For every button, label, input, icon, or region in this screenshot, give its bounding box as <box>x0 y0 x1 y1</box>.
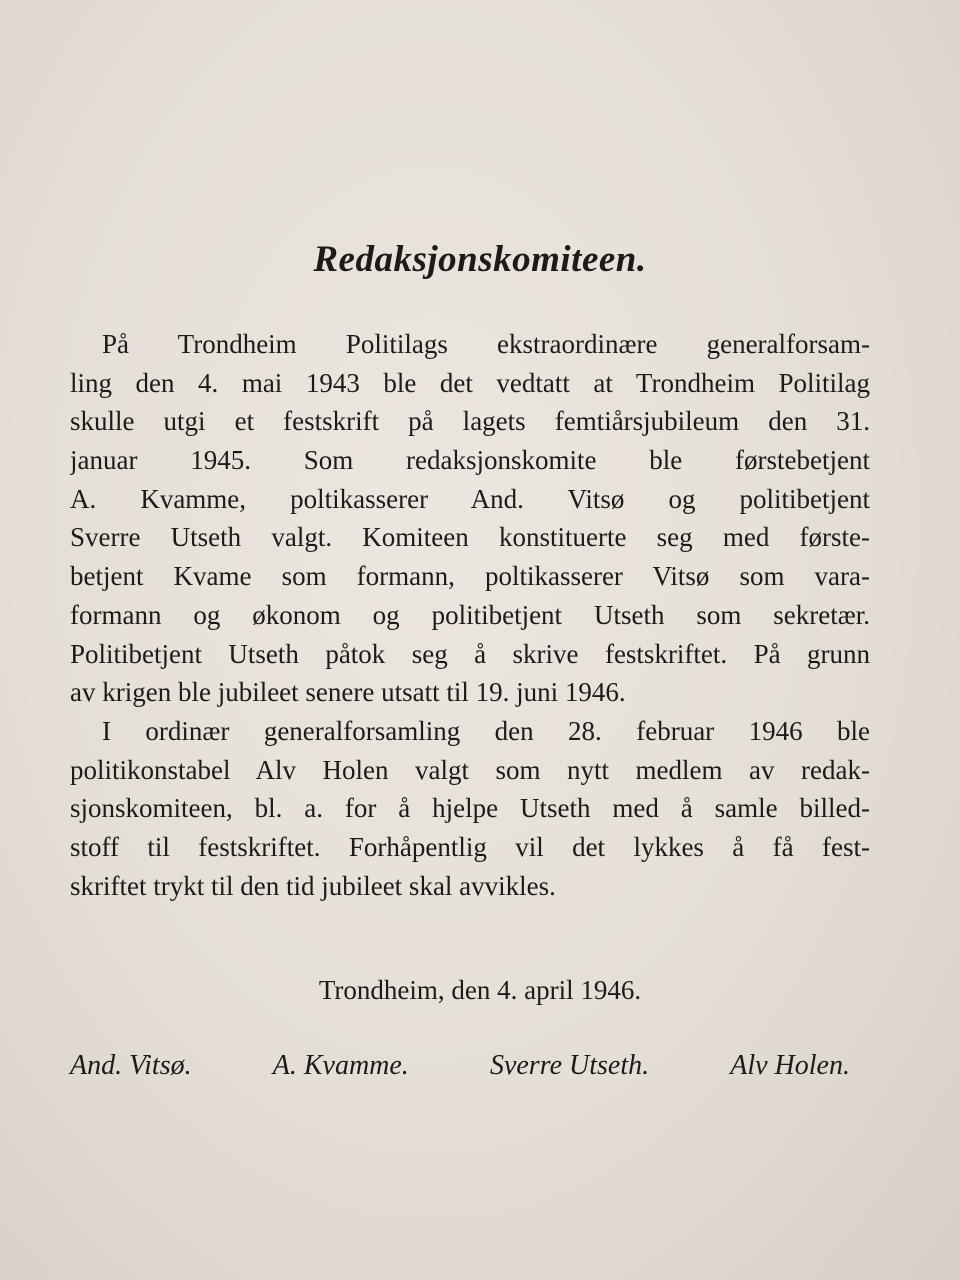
text-line: sjonskomiteen, bl. a. for å hjelpe Utseth med å samle billed- <box>70 793 870 824</box>
signature-vitso: And. Vitsø. <box>70 1050 192 1081</box>
place-date: Trondheim, den 4. april 1946. <box>318 975 642 1005</box>
text-line: ling den 4. mai 1943 ble det vedtatt at Trondheim Politilag <box>70 367 870 398</box>
text-line: skriftet trykt til den tid jubileet skal avvikles. <box>70 870 556 901</box>
text-line: av krigen ble jubileet senere utsatt til 19. juni 1946. <box>70 677 626 708</box>
text-line: På Trondheim Politilags ekstraordinære generalforsam- <box>102 329 870 359</box>
text-line: januar 1945. Som redaksjonskomite ble førstebetjent <box>70 445 870 476</box>
text-line: stoff til festskriftet. Forhåpentlig vil det lykkes å få fest- <box>70 831 870 862</box>
text-line: A. Kvamme, poltikasserer And. Vitsø og politibetjent <box>70 483 870 514</box>
text-line: skulle utgi et festskrift på lagets femtiårsjubileum den 31. <box>70 406 870 437</box>
text-line: formann og økonom og politibetjent Utseth som sekretær. <box>70 599 870 630</box>
body-text <box>70 325 870 905</box>
signatures <box>70 1050 850 1082</box>
text-line: betjent Kvame som formann, poltikasserer Vitsø som vara- <box>70 561 870 592</box>
text-line: I ordinær generalforsamling den 28. februar 1946 ble <box>102 715 870 746</box>
page-title: Redaksjonskomiteen. <box>313 239 647 280</box>
signature-utseth: Sverre Utseth. <box>489 1050 650 1081</box>
signature-holen: Alv Holen. <box>730 1050 850 1081</box>
text-line: politikonstabel Alv Holen valgt som nytt medlem av redak- <box>70 754 870 785</box>
signature-kvamme: A. Kvamme. <box>272 1050 409 1081</box>
text-line: Politibetjent Utseth påtok seg å skrive festskriftet. På grunn <box>70 638 870 669</box>
text-line: Sverre Utseth valgt. Komiteen konstituerte seg med første- <box>70 522 870 553</box>
